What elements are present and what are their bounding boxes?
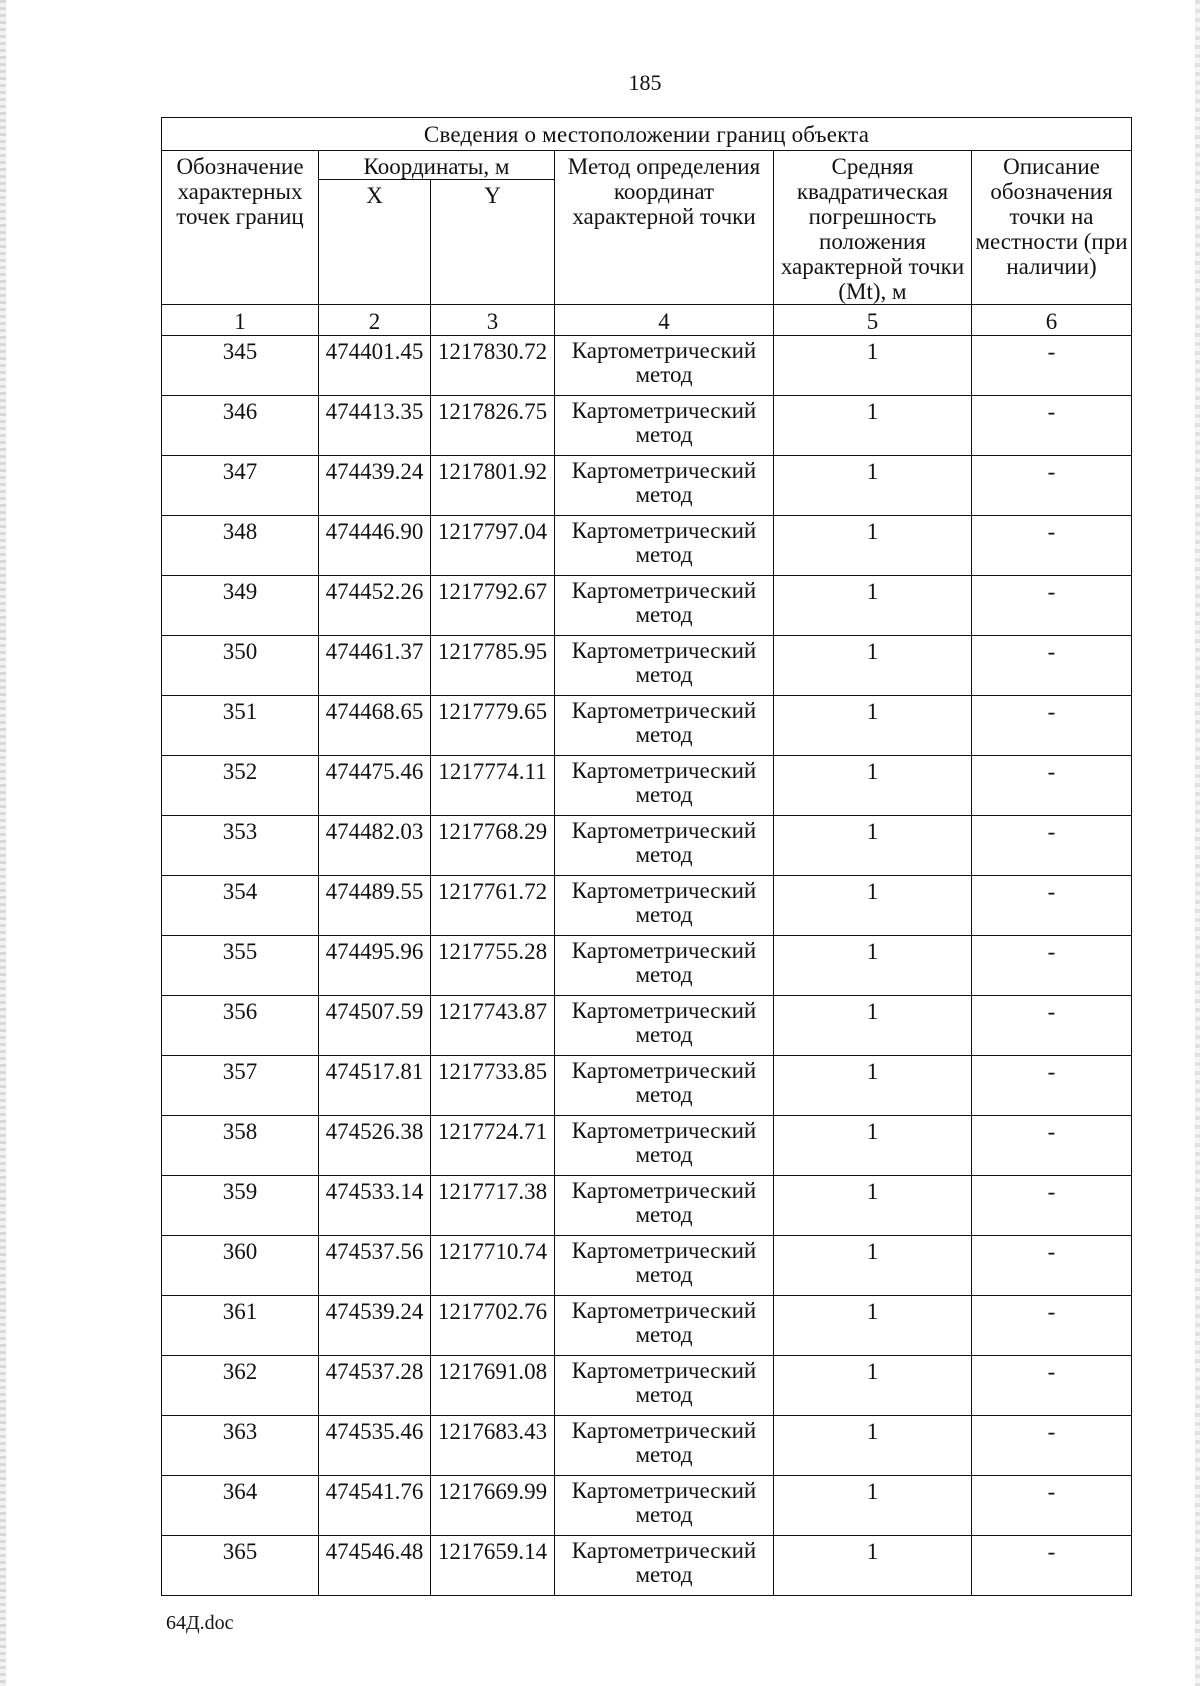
cell-y-coordinate: 1217669.99: [431, 1476, 555, 1536]
table-row: [162, 876, 1132, 936]
cell-method: Картометрический метод: [555, 996, 774, 1056]
cell-x-coordinate: 474461.37: [319, 636, 431, 696]
cell-method: Картометрический метод: [555, 636, 774, 696]
page-number: 185: [628, 70, 662, 95]
cell-description: -: [972, 756, 1132, 816]
cell-y-coordinate: 1217779.65: [431, 696, 555, 756]
cell-x-coordinate: 474446.90: [319, 516, 431, 576]
cell-error: 1: [774, 636, 972, 696]
cell-point-number: 349: [162, 576, 319, 636]
footer-filename: 64Д.doc: [166, 1612, 234, 1634]
cell-error: 1: [774, 1416, 972, 1476]
table-row: [162, 1416, 1132, 1476]
cell-description: -: [972, 1536, 1132, 1596]
table-row: [162, 396, 1132, 456]
cell-point-number: 354: [162, 876, 319, 936]
scan-left-edge: [0, 0, 6, 1686]
cell-method: Картометрический метод: [555, 876, 774, 936]
header-coordinates: Координаты, м: [319, 151, 555, 180]
cell-x-coordinate: 474475.46: [319, 756, 431, 816]
cell-method: Картометрический метод: [555, 756, 774, 816]
cell-method: Картометрический метод: [555, 456, 774, 516]
cell-x-coordinate: 474537.28: [319, 1356, 431, 1416]
cell-y-coordinate: 1217785.95: [431, 636, 555, 696]
cell-point-number: 364: [162, 1476, 319, 1536]
cell-y-coordinate: 1217683.43: [431, 1416, 555, 1476]
cell-description: -: [972, 516, 1132, 576]
cell-method: Картометрический метод: [555, 1536, 774, 1596]
column-number-row: [162, 305, 1132, 336]
cell-description: -: [972, 636, 1132, 696]
cell-y-coordinate: 1217691.08: [431, 1356, 555, 1416]
cell-point-number: 351: [162, 696, 319, 756]
cell-method: Картометрический метод: [555, 1236, 774, 1296]
cell-error: 1: [774, 1056, 972, 1116]
column-number: 3: [431, 305, 555, 336]
cell-description: -: [972, 1116, 1132, 1176]
table-row: [162, 516, 1132, 576]
cell-point-number: 362: [162, 1356, 319, 1416]
cell-description: -: [972, 1356, 1132, 1416]
header-designation: Обозначение характерных точек границ: [162, 151, 319, 305]
cell-x-coordinate: 474535.46: [319, 1416, 431, 1476]
cell-x-coordinate: 474539.24: [319, 1296, 431, 1356]
cell-point-number: 346: [162, 396, 319, 456]
boundary-coordinates-table: [161, 117, 1132, 1596]
cell-error: 1: [774, 1296, 972, 1356]
cell-description: -: [972, 936, 1132, 996]
cell-description: -: [972, 1476, 1132, 1536]
cell-x-coordinate: 474495.96: [319, 936, 431, 996]
cell-point-number: 363: [162, 1416, 319, 1476]
table-row: [162, 636, 1132, 696]
cell-y-coordinate: 1217801.92: [431, 456, 555, 516]
cell-description: -: [972, 456, 1132, 516]
header-description: Описание обозначения точки на местности (при наличии): [972, 151, 1132, 305]
table-title: Сведения о местоположении границ объекта: [162, 118, 1132, 151]
cell-x-coordinate: 474482.03: [319, 816, 431, 876]
cell-point-number: 348: [162, 516, 319, 576]
cell-point-number: 350: [162, 636, 319, 696]
cell-error: 1: [774, 336, 972, 396]
header-x: X: [319, 180, 431, 305]
table-row: [162, 936, 1132, 996]
cell-point-number: 360: [162, 1236, 319, 1296]
cell-error: 1: [774, 396, 972, 456]
column-number: 2: [319, 305, 431, 336]
table-row: [162, 1116, 1132, 1176]
cell-method: Картометрический метод: [555, 1296, 774, 1356]
cell-x-coordinate: 474452.26: [319, 576, 431, 636]
header-method: Метод определения координат характерной точки: [555, 151, 774, 305]
boundary-table-container: [161, 117, 1131, 1596]
cell-x-coordinate: 474468.65: [319, 696, 431, 756]
cell-description: -: [972, 996, 1132, 1056]
cell-method: Картометрический метод: [555, 1356, 774, 1416]
cell-y-coordinate: 1217797.04: [431, 516, 555, 576]
cell-description: -: [972, 336, 1132, 396]
cell-method: Картометрический метод: [555, 516, 774, 576]
cell-point-number: 359: [162, 1176, 319, 1236]
cell-y-coordinate: 1217710.74: [431, 1236, 555, 1296]
cell-method: Картометрический метод: [555, 1176, 774, 1236]
cell-method: Картометрический метод: [555, 336, 774, 396]
cell-x-coordinate: 474507.59: [319, 996, 431, 1056]
table-row: [162, 816, 1132, 876]
cell-x-coordinate: 474541.76: [319, 1476, 431, 1536]
cell-error: 1: [774, 1176, 972, 1236]
cell-error: 1: [774, 456, 972, 516]
table-row: [162, 756, 1132, 816]
column-number: 5: [774, 305, 972, 336]
cell-x-coordinate: 474439.24: [319, 456, 431, 516]
cell-error: 1: [774, 996, 972, 1056]
cell-error: 1: [774, 576, 972, 636]
cell-x-coordinate: 474517.81: [319, 1056, 431, 1116]
scan-right-edge: [1195, 0, 1200, 1686]
table-row: [162, 696, 1132, 756]
cell-description: -: [972, 1416, 1132, 1476]
cell-error: 1: [774, 1236, 972, 1296]
header-y: Y: [431, 180, 555, 305]
table-row: [162, 1356, 1132, 1416]
cell-error: 1: [774, 756, 972, 816]
cell-point-number: 365: [162, 1536, 319, 1596]
column-number: 4: [555, 305, 774, 336]
cell-point-number: 356: [162, 996, 319, 1056]
cell-method: Картометрический метод: [555, 576, 774, 636]
cell-y-coordinate: 1217743.87: [431, 996, 555, 1056]
cell-y-coordinate: 1217830.72: [431, 336, 555, 396]
cell-point-number: 355: [162, 936, 319, 996]
cell-x-coordinate: 474489.55: [319, 876, 431, 936]
cell-method: Картометрический метод: [555, 936, 774, 996]
cell-error: 1: [774, 1356, 972, 1416]
cell-point-number: 353: [162, 816, 319, 876]
cell-y-coordinate: 1217826.75: [431, 396, 555, 456]
cell-error: 1: [774, 1116, 972, 1176]
cell-error: 1: [774, 1476, 972, 1536]
cell-x-coordinate: 474546.48: [319, 1536, 431, 1596]
table-row: [162, 336, 1132, 396]
cell-method: Картометрический метод: [555, 1416, 774, 1476]
cell-y-coordinate: 1217768.29: [431, 816, 555, 876]
table-row: [162, 456, 1132, 516]
cell-method: Картометрический метод: [555, 696, 774, 756]
cell-description: -: [972, 1296, 1132, 1356]
cell-y-coordinate: 1217792.67: [431, 576, 555, 636]
cell-method: Картометрический метод: [555, 816, 774, 876]
cell-method: Картометрический метод: [555, 1476, 774, 1536]
cell-x-coordinate: 474526.38: [319, 1116, 431, 1176]
cell-method: Картометрический метод: [555, 396, 774, 456]
cell-description: -: [972, 1056, 1132, 1116]
cell-y-coordinate: 1217755.28: [431, 936, 555, 996]
cell-error: 1: [774, 696, 972, 756]
column-number: 6: [972, 305, 1132, 336]
cell-description: -: [972, 816, 1132, 876]
cell-error: 1: [774, 876, 972, 936]
table-body: [162, 336, 1132, 1596]
cell-error: 1: [774, 516, 972, 576]
cell-x-coordinate: 474537.56: [319, 1236, 431, 1296]
cell-x-coordinate: 474413.35: [319, 396, 431, 456]
cell-method: Картометрический метод: [555, 1056, 774, 1116]
cell-x-coordinate: 474533.14: [319, 1176, 431, 1236]
cell-y-coordinate: 1217761.72: [431, 876, 555, 936]
cell-point-number: 345: [162, 336, 319, 396]
cell-x-coordinate: 474401.45: [319, 336, 431, 396]
cell-description: -: [972, 576, 1132, 636]
cell-description: -: [972, 876, 1132, 936]
cell-point-number: 361: [162, 1296, 319, 1356]
cell-y-coordinate: 1217717.38: [431, 1176, 555, 1236]
table-row: [162, 996, 1132, 1056]
cell-y-coordinate: 1217724.71: [431, 1116, 555, 1176]
cell-description: -: [972, 396, 1132, 456]
table-row: [162, 576, 1132, 636]
cell-error: 1: [774, 936, 972, 996]
table-row: [162, 1056, 1132, 1116]
cell-description: -: [972, 1236, 1132, 1296]
cell-point-number: 357: [162, 1056, 319, 1116]
cell-y-coordinate: 1217774.11: [431, 756, 555, 816]
table-row: [162, 1476, 1132, 1536]
cell-description: -: [972, 1176, 1132, 1236]
cell-y-coordinate: 1217733.85: [431, 1056, 555, 1116]
cell-description: -: [972, 696, 1132, 756]
cell-error: 1: [774, 816, 972, 876]
table-row: [162, 1296, 1132, 1356]
cell-error: 1: [774, 1536, 972, 1596]
table-row: [162, 1236, 1132, 1296]
cell-y-coordinate: 1217702.76: [431, 1296, 555, 1356]
table-row: [162, 1536, 1132, 1596]
table-row: [162, 1176, 1132, 1236]
column-number: 1: [162, 305, 319, 336]
cell-method: Картометрический метод: [555, 1116, 774, 1176]
cell-point-number: 352: [162, 756, 319, 816]
cell-y-coordinate: 1217659.14: [431, 1536, 555, 1596]
header-error: Средняя квадратическая погрешность положения характерной точки (Mt), м: [774, 151, 972, 305]
cell-point-number: 358: [162, 1116, 319, 1176]
cell-point-number: 347: [162, 456, 319, 516]
